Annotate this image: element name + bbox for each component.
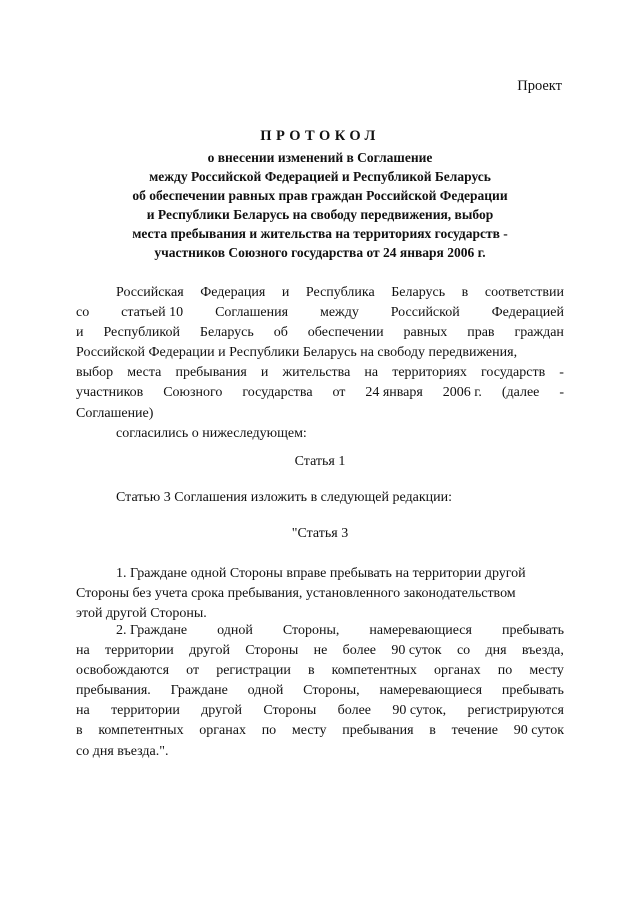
subtitle-line: участников Союзного государства от 24 января 2006 г. bbox=[154, 245, 486, 260]
word: выбор bbox=[76, 365, 114, 381]
word: на bbox=[76, 703, 90, 719]
word: равных bbox=[403, 325, 448, 341]
word: соответствии bbox=[484, 285, 564, 300]
word: места bbox=[127, 365, 162, 381]
word: обеспечении bbox=[307, 325, 384, 341]
word: компетентных bbox=[98, 723, 184, 739]
article-3-heading: "Статья 3 bbox=[291, 526, 349, 541]
word: Стороны, bbox=[282, 623, 340, 638]
justified-line bbox=[76, 661, 564, 681]
item-2-paragraph bbox=[76, 621, 564, 762]
word: по bbox=[497, 663, 513, 679]
word: территории bbox=[105, 643, 174, 659]
justified-line bbox=[76, 363, 564, 383]
word: 2. Граждане bbox=[116, 623, 188, 638]
justified-line bbox=[76, 283, 564, 303]
subtitle-line: места пребывания и жительства на территориях государств - bbox=[132, 226, 508, 241]
article-1-heading: Статья 1 bbox=[294, 454, 346, 469]
word: пребывания bbox=[342, 723, 414, 739]
word: намеревающиеся bbox=[369, 623, 472, 638]
subtitle-line: о внесении изменений в Соглашение bbox=[207, 150, 433, 165]
word: об bbox=[273, 325, 288, 341]
word: другой bbox=[189, 643, 230, 659]
justified-line bbox=[76, 383, 564, 403]
text-line: Российской Федерации и Республики Беларусь на свободу передвижения, bbox=[76, 345, 518, 361]
word: более bbox=[337, 703, 372, 719]
document-subtitle bbox=[0, 148, 640, 262]
word: Российская bbox=[116, 285, 184, 300]
word: Федерация bbox=[200, 285, 266, 300]
word: 2006 г. bbox=[442, 385, 482, 401]
word: въезда, bbox=[521, 643, 564, 659]
text-line: этой другой Стороны. bbox=[76, 606, 207, 622]
word: течение bbox=[451, 723, 499, 739]
word: территории bbox=[111, 703, 180, 719]
word: пребывать bbox=[501, 623, 564, 638]
word: и bbox=[76, 325, 84, 341]
word: компетентных bbox=[331, 663, 417, 679]
word: органах bbox=[199, 723, 246, 739]
word: регистрируются bbox=[467, 703, 564, 719]
word: намеревающиеся bbox=[379, 683, 483, 699]
word: пребывания. bbox=[76, 683, 151, 699]
word: более bbox=[342, 643, 377, 659]
word: месту bbox=[291, 723, 327, 739]
word: пребывать bbox=[501, 683, 564, 699]
subtitle-line: об обеспечении равных прав граждан Российской Федерации bbox=[132, 188, 508, 203]
justified-line bbox=[76, 323, 564, 343]
word: Граждане bbox=[170, 683, 228, 699]
document-title: ПРОТОКОЛ bbox=[260, 128, 380, 144]
justified-line bbox=[76, 621, 564, 641]
justified-line bbox=[76, 641, 564, 661]
word: Республика bbox=[305, 285, 375, 300]
word: - bbox=[559, 365, 564, 381]
subtitle-line: между Российской Федерацией и Республикой Беларусь bbox=[149, 169, 491, 184]
word: Соглашения bbox=[215, 305, 289, 321]
word: другой bbox=[201, 703, 242, 719]
word: и bbox=[281, 285, 290, 300]
word: Российской bbox=[390, 305, 460, 321]
word: одной bbox=[217, 623, 253, 638]
word: одной bbox=[247, 683, 284, 699]
text-line: Стороны без учета срока пребывания, установленного законодательством bbox=[76, 586, 516, 602]
word: месту bbox=[529, 663, 564, 679]
justified-line bbox=[76, 303, 564, 323]
word: жительства bbox=[282, 365, 351, 381]
word: со bbox=[456, 643, 471, 659]
justified-line bbox=[76, 701, 564, 721]
word: органах bbox=[434, 663, 481, 679]
preamble-paragraph bbox=[76, 283, 564, 444]
word: 90 суток bbox=[513, 723, 564, 739]
word: Союзного bbox=[163, 385, 223, 401]
word: и bbox=[260, 365, 269, 381]
word: в bbox=[429, 723, 436, 739]
word: от bbox=[186, 663, 200, 679]
word: 24 января bbox=[365, 385, 423, 401]
word: Беларусь bbox=[199, 325, 254, 341]
text-line: 1. Граждане одной Стороны вправе пребывать на территории другой bbox=[116, 566, 526, 581]
item-1-paragraph bbox=[76, 564, 564, 624]
word: дня bbox=[485, 643, 507, 659]
word: - bbox=[559, 385, 564, 401]
word: в bbox=[307, 663, 315, 679]
word: на bbox=[76, 643, 90, 659]
word: государства bbox=[242, 385, 313, 401]
word: пребывания bbox=[175, 365, 247, 381]
word: Федерацией bbox=[491, 305, 564, 321]
word: Стороны, bbox=[303, 683, 360, 699]
word: освобождаются bbox=[76, 663, 170, 679]
word: 90 суток, bbox=[392, 703, 447, 719]
subtitle-line: и Республики Беларусь на свободу передвижения, выбор bbox=[146, 207, 494, 222]
word: между bbox=[319, 305, 359, 321]
word: в bbox=[76, 723, 83, 739]
word: Стороны bbox=[245, 643, 299, 659]
justified-line bbox=[76, 721, 564, 741]
article-1-intro: Статью 3 Соглашения изложить в следующей редакции: bbox=[116, 490, 453, 505]
word: Стороны bbox=[263, 703, 317, 719]
word: статьей 10 bbox=[121, 305, 184, 321]
word: со bbox=[76, 305, 90, 321]
word: регистрации bbox=[216, 663, 291, 679]
word: Беларусь bbox=[391, 285, 446, 300]
word: по bbox=[261, 723, 277, 739]
word: не bbox=[313, 643, 328, 659]
word: государств bbox=[481, 365, 546, 381]
word: от bbox=[332, 385, 346, 401]
word: прав bbox=[467, 325, 495, 341]
draft-label: Проект bbox=[517, 78, 562, 94]
word: Республикой bbox=[103, 325, 180, 341]
word: участников bbox=[76, 385, 144, 401]
word: граждан bbox=[514, 325, 564, 341]
word: в bbox=[461, 285, 469, 300]
word: территориях bbox=[392, 365, 467, 381]
word: (далее bbox=[501, 385, 540, 401]
text-line: со дня въезда.". bbox=[76, 743, 169, 759]
justified-line bbox=[76, 681, 564, 701]
text-line: Соглашение) bbox=[76, 405, 154, 421]
word: 90 суток bbox=[391, 643, 442, 659]
word: на bbox=[364, 365, 379, 381]
agreed-line: согласились о нижеследующем: bbox=[116, 425, 307, 441]
